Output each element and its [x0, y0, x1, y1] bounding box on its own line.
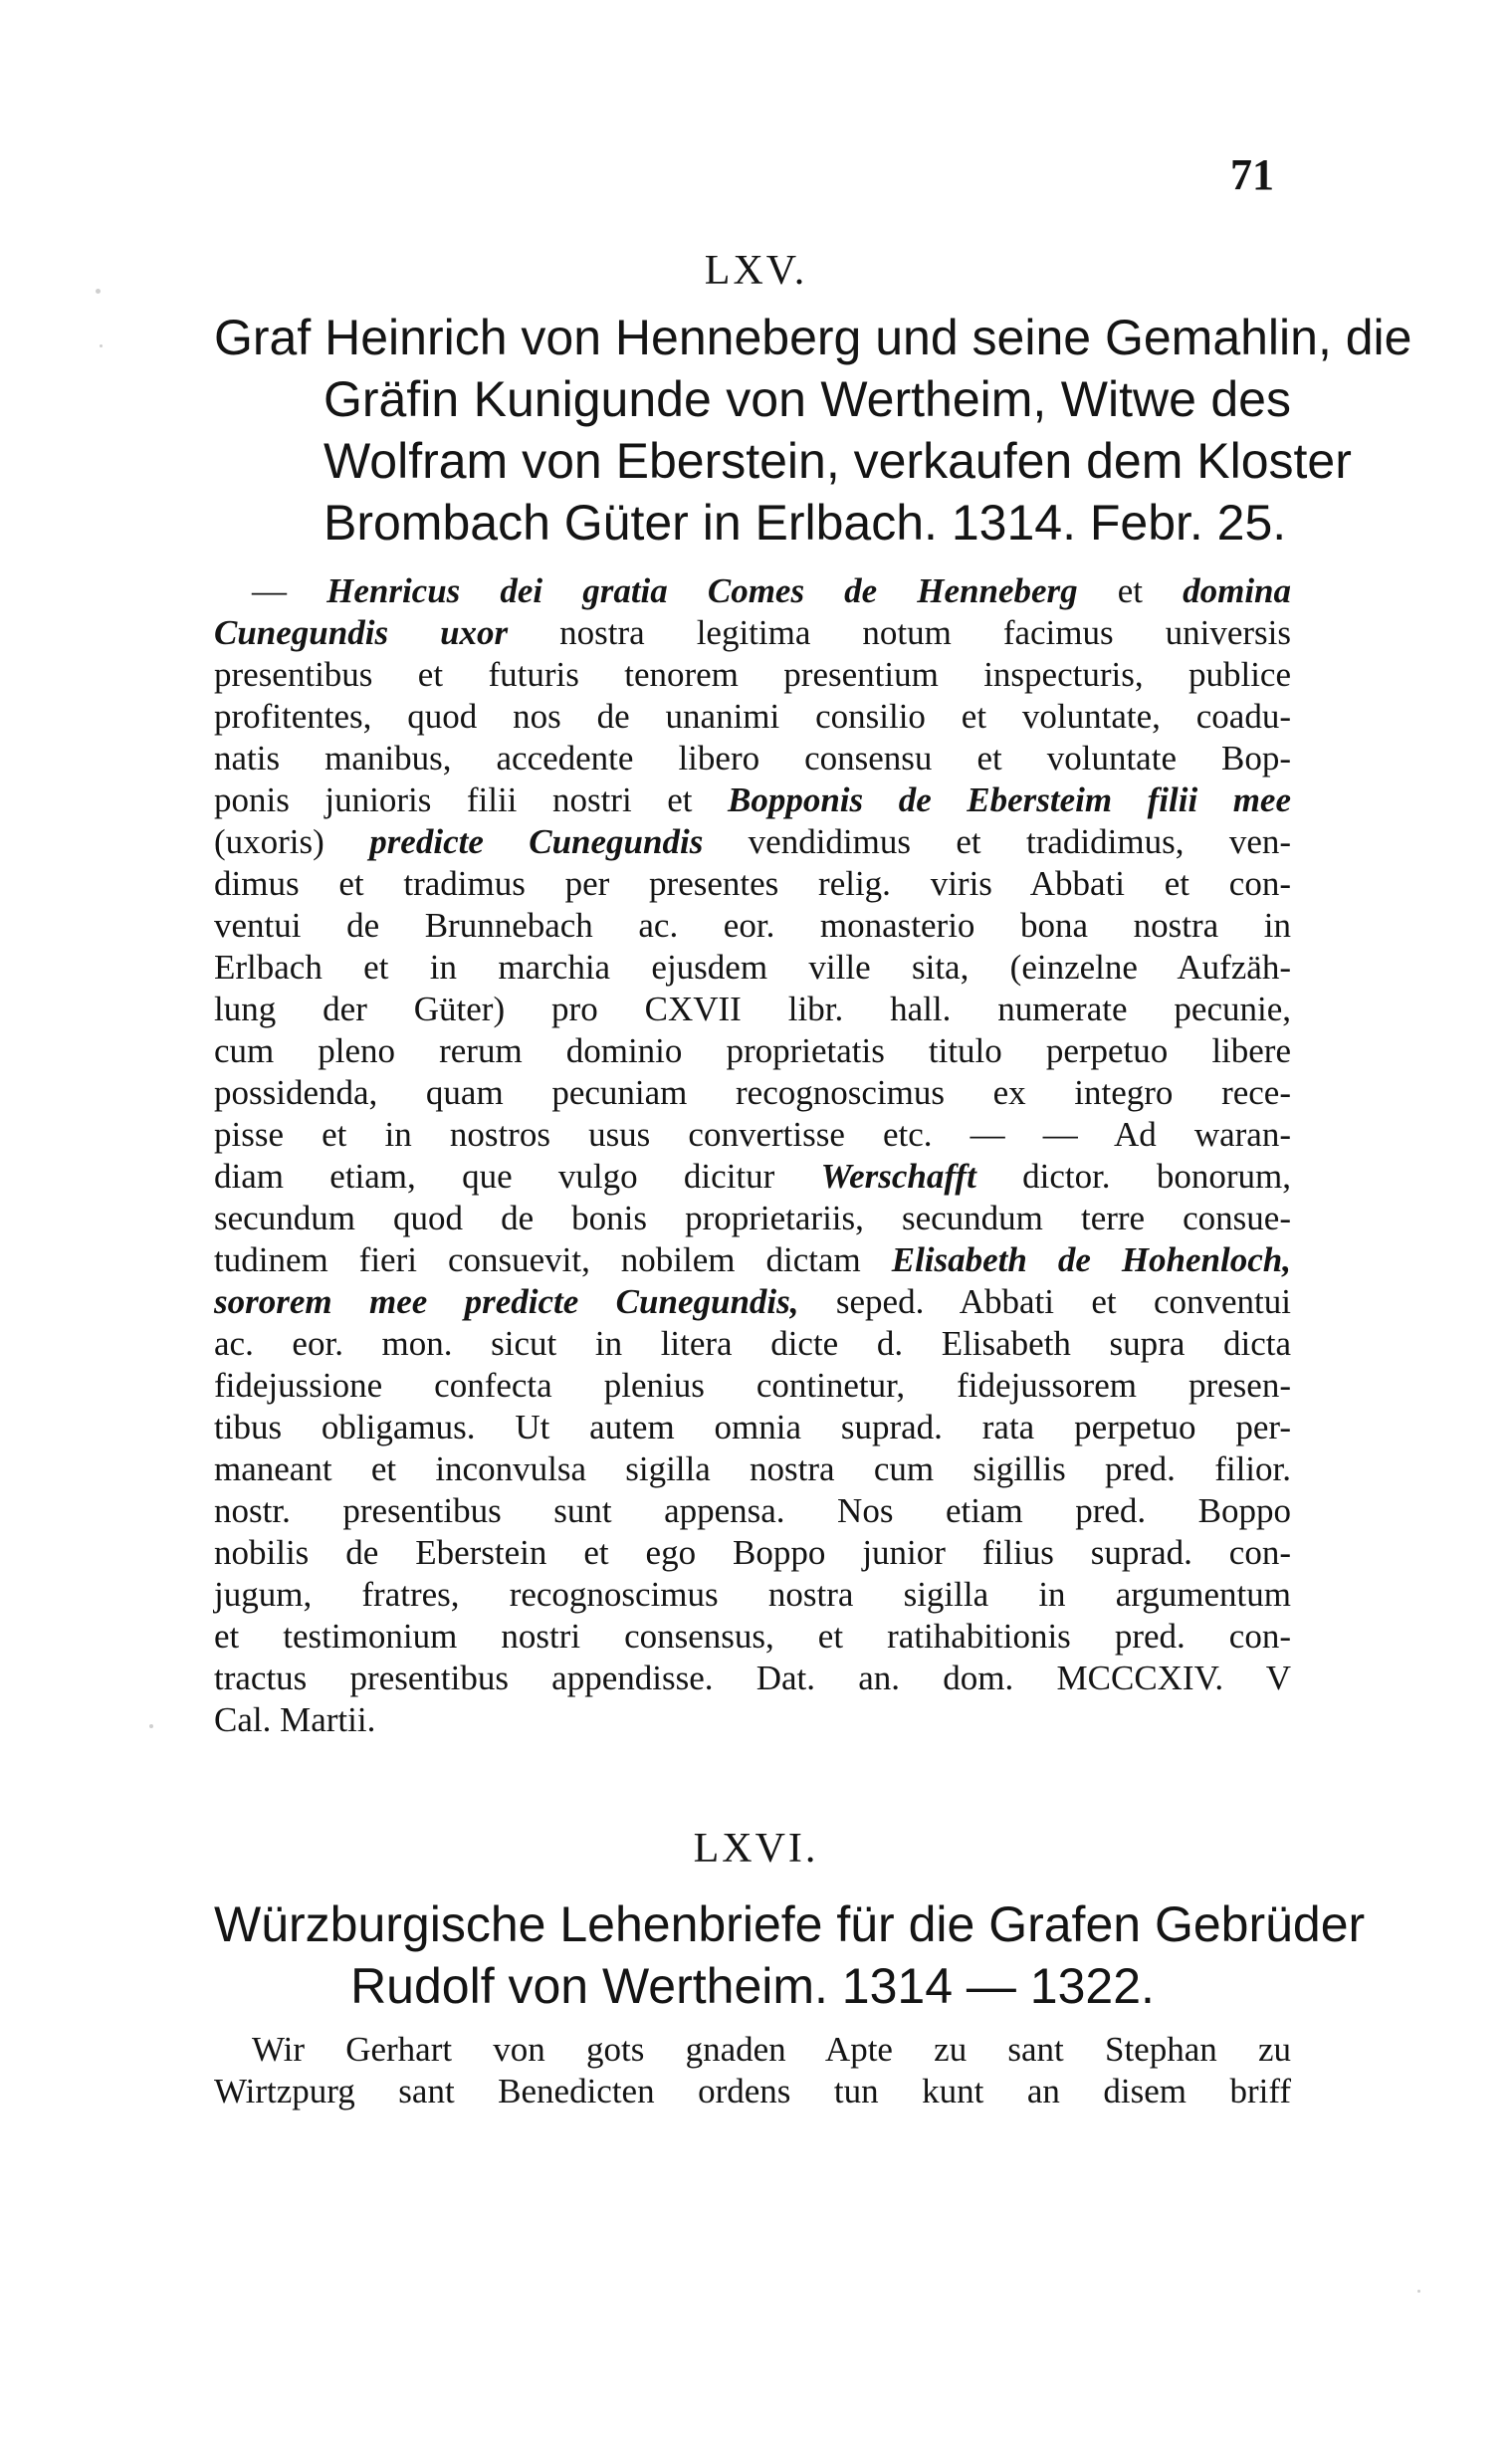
text-run: pisse et in nostros usus convertisse etc. — — Ad waran-	[214, 1115, 1291, 1154]
text-run: secundum quod de bonis proprietariis, secundum terre consue-	[214, 1199, 1291, 1237]
text-run: ac. eor. mon. sicut in litera dicte d. Elisabeth supra dicta	[214, 1324, 1291, 1363]
italic-name: predicte Cunegundis	[369, 822, 704, 861]
text-run: et	[1077, 571, 1184, 610]
text-run: tractus presentibus appendisse. Dat. an. dom. MCCCXIV. V	[214, 1659, 1291, 1697]
text-run: tudinem fieri consuevit, nobilem dictam	[214, 1240, 892, 1279]
italic-name: domina	[1183, 571, 1292, 610]
body-line	[214, 1239, 1291, 1281]
paper-speck	[149, 1724, 153, 1728]
italic-name: Bopponis de Ebersteim filii mee	[728, 780, 1291, 819]
text-run: jugum, fratres, recognoscimus nostra sigilla in argumentum	[214, 1575, 1291, 1614]
body-line	[214, 1532, 1291, 1574]
document-number-heading: LXV.	[704, 248, 808, 294]
text-run: ponis junioris filii nostri et	[214, 780, 728, 819]
text-run: nostr. presentibus sunt appensa. Nos etiam pred. Boppo	[214, 1491, 1291, 1530]
text-run: tibus obligamus. Ut autem omnia suprad. rata perpetuo per-	[214, 1408, 1291, 1446]
body-line	[214, 947, 1291, 989]
body-line	[214, 1281, 1291, 1323]
title-line: Graf Heinrich von Henneberg und seine Gemahlin, die	[214, 310, 1412, 365]
body-line	[214, 570, 1291, 612]
page-number: 71	[1230, 150, 1274, 199]
text-run: presentibus et futuris tenorem presentium inspecturis, publice	[214, 655, 1291, 694]
body-line	[214, 1448, 1291, 1490]
document-body	[214, 570, 1291, 1741]
document-title	[214, 307, 1412, 554]
body-line	[214, 654, 1291, 696]
text-run: maneant et inconvulsa sigilla nostra cum sigillis pred. filior.	[214, 1449, 1291, 1488]
body-line	[214, 821, 1291, 863]
body-line	[214, 1699, 1291, 1741]
text-run: possidenda, quam pecuniam recognoscimus ex integro rece-	[214, 1073, 1291, 1112]
title-line: Gräfin Kunigunde von Wertheim, Witwe des	[324, 371, 1291, 427]
body-line	[214, 1323, 1291, 1365]
title-line: Würzburgische Lehenbriefe für die Grafen Gebrüder	[214, 1896, 1366, 1952]
title-line: Brombach Güter in Erlbach. 1314. Febr. 25.	[324, 495, 1287, 551]
text-run: nostra legitima notum facimus universis	[508, 613, 1291, 652]
body-line	[214, 863, 1291, 905]
document-body	[214, 2029, 1291, 2112]
text-run: cum pleno rerum dominio proprietatis titulo perpetuo libere	[214, 1031, 1291, 1070]
body-line: Wirtzpurg sant Benedicten ordens tun kunt an disem briff	[214, 2072, 1291, 2110]
text-run: et testimonium nostri consensus, et ratihabitionis pred. con-	[214, 1617, 1291, 1656]
title-line: Rudolf von Wertheim. 1314 — 1322.	[350, 1958, 1155, 2014]
italic-name: Werschafft	[820, 1157, 976, 1196]
body-line	[214, 1114, 1291, 1156]
text-run: dimus et tradimus per presentes relig. viris Abbati et con-	[214, 864, 1291, 903]
body-line	[214, 1030, 1291, 1072]
body-line: Wir Gerhart von gots gnaden Apte zu sant Stephan zu	[252, 2030, 1291, 2069]
body-line	[214, 1072, 1291, 1114]
body-line	[214, 1365, 1291, 1407]
body-line	[214, 1490, 1291, 1532]
document-number-heading: LXVI.	[693, 1826, 819, 1872]
body-line	[214, 1574, 1291, 1616]
body-line	[214, 1156, 1291, 1198]
body-line	[214, 1407, 1291, 1448]
text-run: —	[252, 571, 327, 610]
italic-name: Cunegundis uxor	[214, 613, 509, 652]
text-run: seped. Abbati et conventui	[798, 1282, 1291, 1321]
paper-speck	[100, 344, 103, 347]
italic-name: Elisabeth de Hohenloch,	[891, 1240, 1292, 1279]
body-line	[214, 738, 1291, 779]
text-run: nobilis de Eberstein et ego Boppo junior filius suprad. con-	[214, 1533, 1291, 1572]
title-line: Wolfram von Eberstein, verkaufen dem Kloster	[324, 433, 1352, 489]
body-line	[214, 612, 1291, 654]
body-line	[214, 1198, 1291, 1239]
body-line	[214, 779, 1291, 821]
text-run: natis manibus, accedente libero consensu et voluntate Bop-	[214, 739, 1291, 777]
document-title	[214, 1893, 1366, 2017]
text-run: diam etiam, que vulgo dicitur	[214, 1157, 821, 1196]
text-run: vendidimus et tradidimus, ven-	[703, 822, 1292, 861]
body-line	[214, 696, 1291, 738]
body-line	[214, 989, 1291, 1030]
body-line	[214, 905, 1291, 947]
text-run: fidejussione confecta plenius continetur, fidejussorem presen-	[214, 1366, 1291, 1405]
text-run: dictor. bonorum,	[975, 1157, 1291, 1196]
paper-speck	[1417, 2290, 1420, 2293]
body-line	[214, 1616, 1291, 1658]
body-line	[214, 1658, 1291, 1699]
text-run: Erlbach et in marchia ejusdem ville sita, (einzelne Aufzäh-	[214, 948, 1291, 987]
text-run: ventui de Brunnebach ac. eor. monasterio bona nostra in	[214, 906, 1291, 945]
italic-name: sororem mee predicte Cunegundis,	[214, 1282, 799, 1321]
text-run: profitentes, quod nos de unanimi consilio et voluntate, coadu-	[214, 697, 1291, 736]
text-run: Cal. Martii.	[214, 1700, 376, 1739]
paper-speck	[96, 289, 101, 294]
text-run: (uxoris)	[214, 822, 370, 861]
text-run: lung der Güter) pro CXVII libr. hall. numerate pecunie,	[214, 990, 1291, 1028]
italic-name: Henricus dei gratia Comes de Henneberg	[326, 571, 1078, 610]
